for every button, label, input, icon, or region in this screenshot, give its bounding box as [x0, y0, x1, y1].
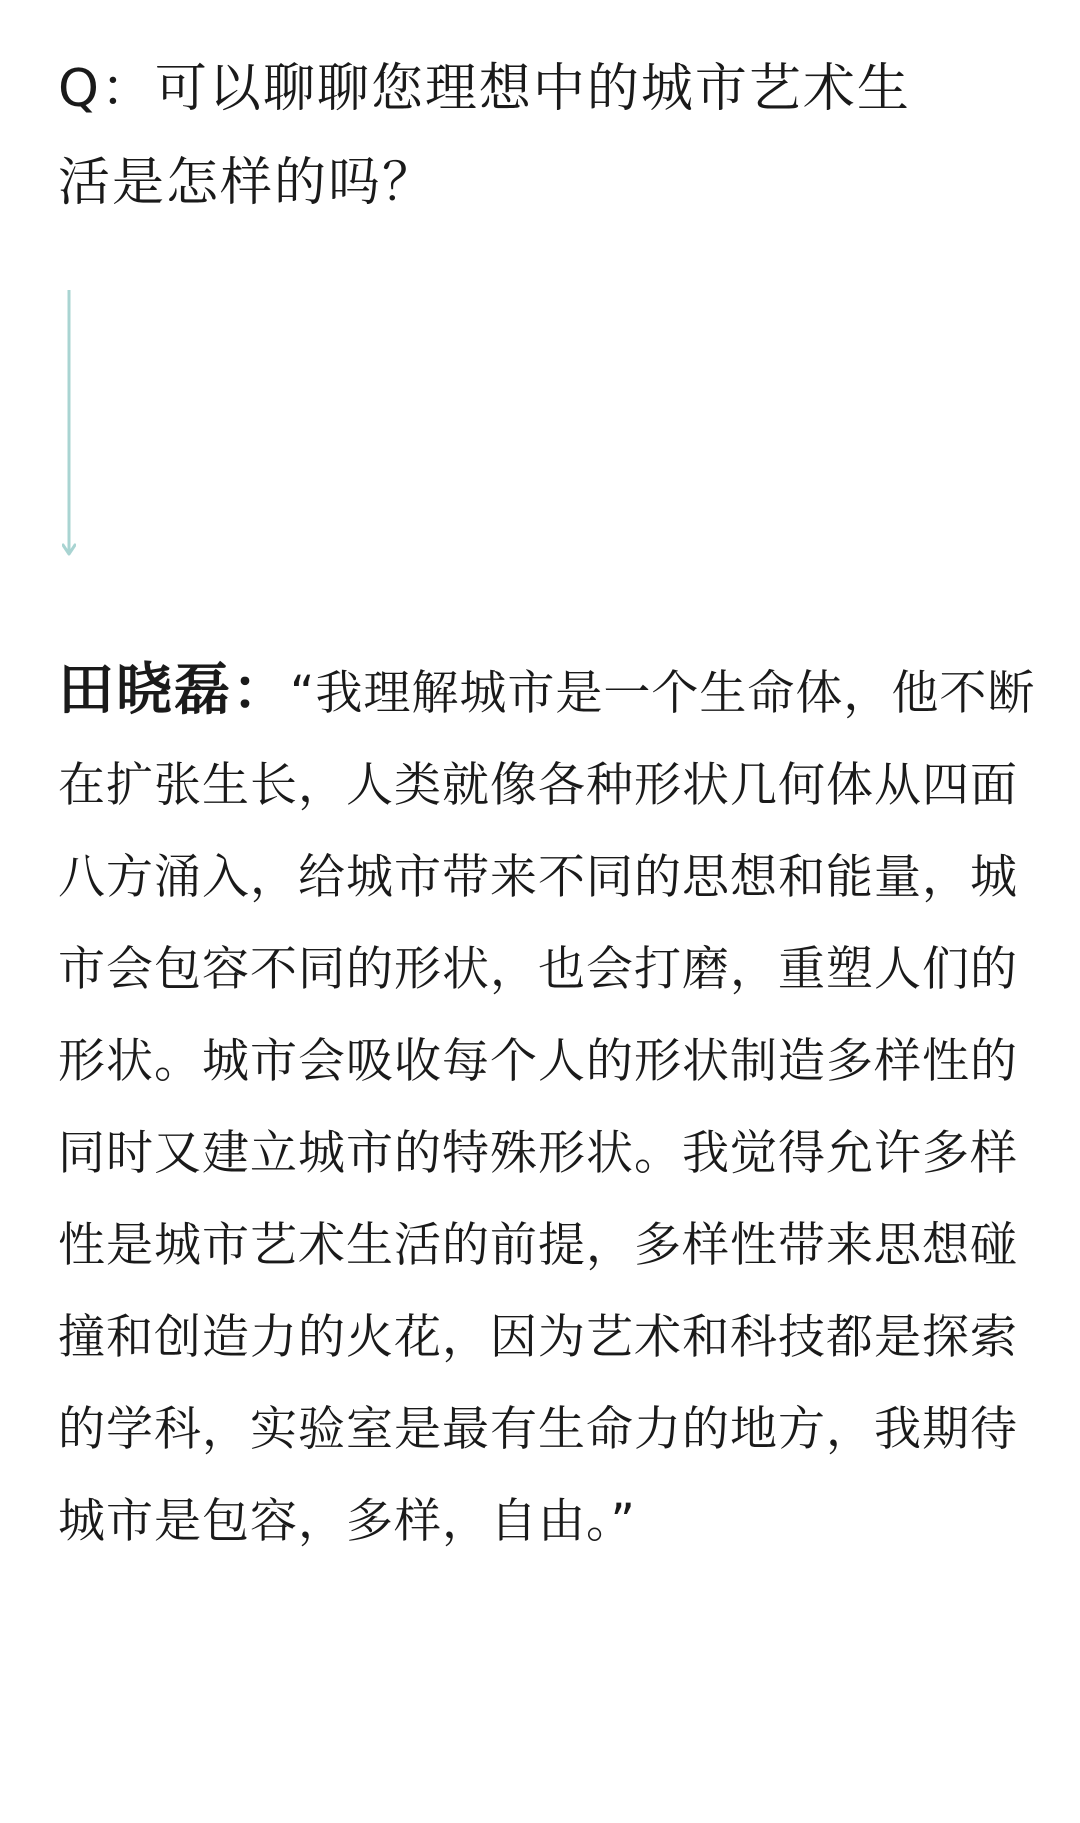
answer-text: “我理解城市是一个生命体，他不断在扩张生长，人类就像各种形状几何体从四面八方涌入，给城市带来不同的思想和能量，城市会包容不同的形状，也会打磨，重塑人们的形状。城市会吸收每个人的形状制造多样性的同时又建立城市的特殊形状。我觉得允许多样性是城市艺术生活的前提，多样性带来思想碰撞和创造力的火花，因为艺术和科技都是探索的学科，实验室是最有生命力的地方，我期待城市是包容，多样，自由。”	[58, 666, 1036, 1549]
speaker-name: 田晓磊：	[58, 658, 290, 723]
answer-paragraph	[58, 645, 1038, 1568]
question-heading	[58, 42, 958, 230]
question-text: Q：可以聊聊您理想中的城市艺术生活是怎样的吗？	[58, 59, 911, 213]
down-arrow-icon	[62, 290, 76, 558]
